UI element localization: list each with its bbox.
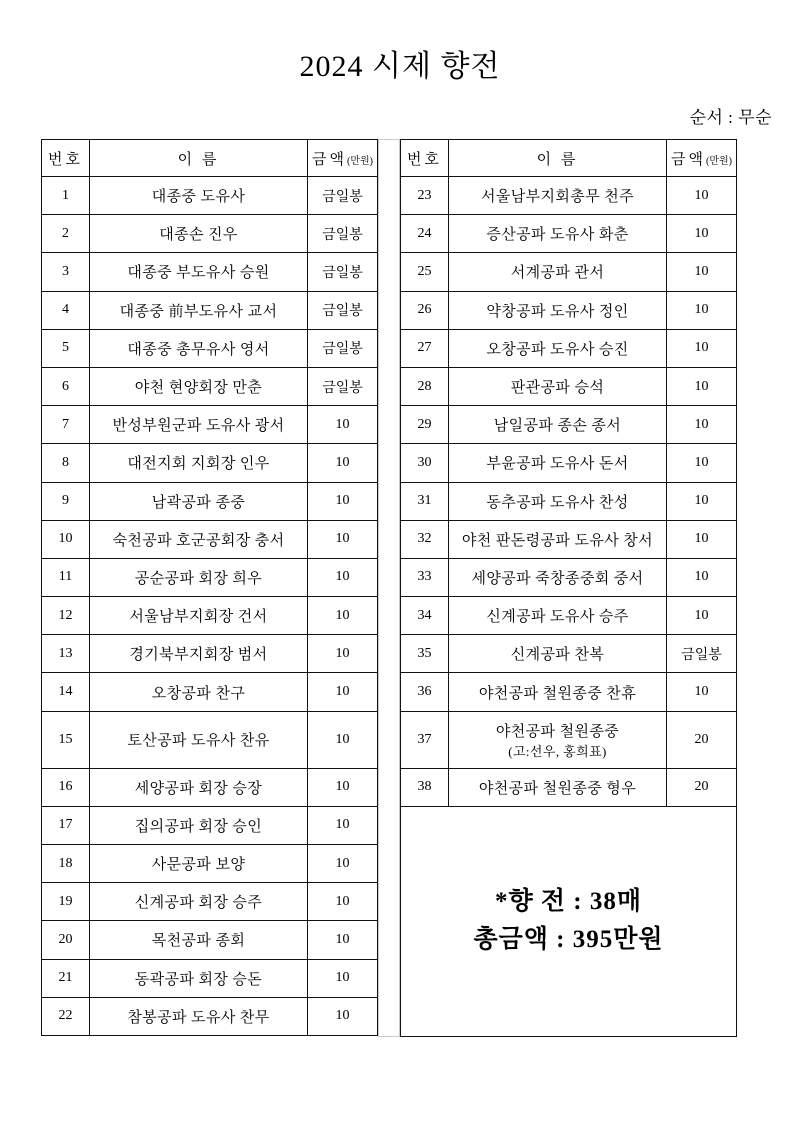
table-row bbox=[401, 367, 737, 405]
cell-amount: 10 bbox=[308, 959, 378, 997]
table-row bbox=[401, 253, 737, 291]
table-row bbox=[401, 406, 737, 444]
cell-amount: 10 bbox=[667, 482, 737, 520]
cell-number: 31 bbox=[401, 482, 449, 520]
cell-number: 12 bbox=[42, 597, 90, 635]
cell-name: 서울남부지회총무 천주 bbox=[449, 177, 667, 215]
table-row bbox=[401, 635, 737, 673]
header-number: 번호 bbox=[401, 140, 449, 177]
cell-number: 22 bbox=[42, 997, 90, 1035]
table-row bbox=[42, 215, 378, 253]
cell-name: 사문공파 보양 bbox=[90, 845, 308, 883]
cell-number: 36 bbox=[401, 673, 449, 711]
header-amount bbox=[308, 140, 378, 177]
cell-amount: 10 bbox=[308, 482, 378, 520]
table-row bbox=[42, 997, 378, 1035]
cell-number: 5 bbox=[42, 329, 90, 367]
cell-amount: 10 bbox=[308, 635, 378, 673]
table-row bbox=[42, 253, 378, 291]
cell-name: 신계공파 찬복 bbox=[449, 635, 667, 673]
table-row bbox=[401, 444, 737, 482]
cell-name: 서계공파 관서 bbox=[449, 253, 667, 291]
table-row bbox=[42, 635, 378, 673]
cell-amount: 10 bbox=[308, 845, 378, 883]
table-row bbox=[401, 329, 737, 367]
cell-name: 야천공파 철원종중 형우 bbox=[449, 768, 667, 806]
cell-number: 1 bbox=[42, 177, 90, 215]
ledger-table-left bbox=[41, 139, 378, 1036]
cell-name: 목천공파 종회 bbox=[90, 921, 308, 959]
cell-name: 대종중 前부도유사 교서 bbox=[90, 291, 308, 329]
cell-number: 32 bbox=[401, 520, 449, 558]
table-header-row-right bbox=[401, 140, 737, 177]
cell-amount: 10 bbox=[667, 673, 737, 711]
cell-amount: 금일봉 bbox=[667, 635, 737, 673]
cell-number: 16 bbox=[42, 768, 90, 806]
cell-amount: 10 bbox=[308, 806, 378, 844]
cell-name: 야천 판돈령공파 도유사 창서 bbox=[449, 520, 667, 558]
cell-number: 4 bbox=[42, 291, 90, 329]
cell-name: 약창공파 도유사 정인 bbox=[449, 291, 667, 329]
table-row bbox=[42, 845, 378, 883]
cell-name: 숙천공파 호군공회장 충서 bbox=[90, 520, 308, 558]
cell-name: 동곽공파 회장 승돈 bbox=[90, 959, 308, 997]
cell-number: 11 bbox=[42, 558, 90, 596]
cell-number: 10 bbox=[42, 520, 90, 558]
table-row bbox=[42, 482, 378, 520]
cell-amount: 10 bbox=[667, 215, 737, 253]
header-amount bbox=[667, 140, 737, 177]
cell-number: 19 bbox=[42, 883, 90, 921]
table-header-row-left bbox=[42, 140, 378, 177]
cell-name: 오창공파 찬구 bbox=[90, 673, 308, 711]
cell-number: 26 bbox=[401, 291, 449, 329]
cell-name: 경기북부지회장 범서 bbox=[90, 635, 308, 673]
page-title: 2024 시제 향전 bbox=[299, 50, 501, 83]
cell-number: 3 bbox=[42, 253, 90, 291]
cell-name: 대종중 총무유사 영서 bbox=[90, 329, 308, 367]
cell-name bbox=[449, 711, 667, 768]
table-row bbox=[42, 367, 378, 405]
cell-number: 27 bbox=[401, 329, 449, 367]
cell-name: 신계공파 회장 승주 bbox=[90, 883, 308, 921]
cell-name: 야천 현양회장 만춘 bbox=[90, 367, 308, 405]
table-row bbox=[401, 177, 737, 215]
cell-amount: 금일봉 bbox=[308, 291, 378, 329]
cell-amount: 10 bbox=[667, 406, 737, 444]
cell-name: 동추공파 도유사 찬성 bbox=[449, 482, 667, 520]
summary-total: 총금액 : 395만원 bbox=[473, 926, 664, 954]
cell-name: 증산공파 도유사 화춘 bbox=[449, 215, 667, 253]
cell-number: 34 bbox=[401, 597, 449, 635]
ledger-table-right bbox=[400, 139, 737, 1037]
cell-name: 참봉공파 도유사 찬무 bbox=[90, 997, 308, 1035]
table-row bbox=[42, 177, 378, 215]
cell-amount: 10 bbox=[308, 921, 378, 959]
cell-name: 대종손 진우 bbox=[90, 215, 308, 253]
cell-name: 대전지회 지회장 인우 bbox=[90, 444, 308, 482]
summary-row bbox=[401, 806, 737, 1036]
cell-number: 8 bbox=[42, 444, 90, 482]
cell-number: 18 bbox=[42, 845, 90, 883]
cell-amount: 10 bbox=[308, 673, 378, 711]
header-amount-unit: (만원) bbox=[706, 155, 732, 167]
cell-name-line1: 야천공파 철원종중 bbox=[495, 723, 620, 740]
cell-amount: 10 bbox=[667, 253, 737, 291]
cell-name: 대종중 부도유사 승원 bbox=[90, 253, 308, 291]
table-row bbox=[42, 520, 378, 558]
cell-number: 35 bbox=[401, 635, 449, 673]
cell-number: 25 bbox=[401, 253, 449, 291]
cell-number: 33 bbox=[401, 558, 449, 596]
cell-amount: 10 bbox=[308, 711, 378, 768]
cell-number: 28 bbox=[401, 367, 449, 405]
summary-block bbox=[401, 806, 737, 1036]
table-row bbox=[401, 291, 737, 329]
table-row bbox=[42, 329, 378, 367]
table-row bbox=[401, 558, 737, 596]
cell-name-line2: (고:선우, 홍희표) bbox=[508, 743, 607, 759]
cell-number: 14 bbox=[42, 673, 90, 711]
cell-amount: 10 bbox=[308, 558, 378, 596]
table-row bbox=[401, 768, 737, 806]
cell-number: 6 bbox=[42, 367, 90, 405]
cell-amount: 금일봉 bbox=[308, 215, 378, 253]
cell-amount: 10 bbox=[667, 558, 737, 596]
table-row bbox=[401, 673, 737, 711]
table-row bbox=[42, 597, 378, 635]
cell-name: 남일공파 종손 종서 bbox=[449, 406, 667, 444]
header-name: 이 름 bbox=[449, 140, 667, 177]
table-row bbox=[42, 768, 378, 806]
cell-amount: 10 bbox=[667, 444, 737, 482]
cell-amount: 20 bbox=[667, 711, 737, 768]
cell-name: 반성부원군파 도유사 광서 bbox=[90, 406, 308, 444]
cell-amount: 20 bbox=[667, 768, 737, 806]
table-row bbox=[42, 921, 378, 959]
cell-name: 부윤공파 도유사 돈서 bbox=[449, 444, 667, 482]
cell-number: 30 bbox=[401, 444, 449, 482]
cell-name: 대종중 도유사 bbox=[90, 177, 308, 215]
ledger-tables bbox=[41, 139, 759, 1037]
cell-number: 37 bbox=[401, 711, 449, 768]
header-name: 이 름 bbox=[90, 140, 308, 177]
table-row bbox=[401, 520, 737, 558]
header-amount-unit: (만원) bbox=[347, 155, 373, 167]
cell-name: 토산공파 도유사 찬유 bbox=[90, 711, 308, 768]
cell-name: 서울남부지회장 건서 bbox=[90, 597, 308, 635]
table-row bbox=[42, 806, 378, 844]
table-row bbox=[401, 597, 737, 635]
cell-amount: 금일봉 bbox=[308, 253, 378, 291]
cell-amount: 10 bbox=[667, 177, 737, 215]
cell-number: 24 bbox=[401, 215, 449, 253]
cell-name: 세양공파 죽창종중회 중서 bbox=[449, 558, 667, 596]
cell-number: 38 bbox=[401, 768, 449, 806]
table-row bbox=[401, 215, 737, 253]
cell-amount: 금일봉 bbox=[308, 367, 378, 405]
cell-amount: 10 bbox=[308, 997, 378, 1035]
table-row bbox=[42, 711, 378, 768]
header-amount-label: 금액 bbox=[312, 151, 347, 168]
cell-amount: 10 bbox=[308, 768, 378, 806]
cell-name: 신계공파 도유사 승주 bbox=[449, 597, 667, 635]
cell-name: 집의공파 회장 승인 bbox=[90, 806, 308, 844]
cell-name: 판관공파 승석 bbox=[449, 367, 667, 405]
cell-name: 오창공파 도유사 승진 bbox=[449, 329, 667, 367]
table-row bbox=[42, 291, 378, 329]
table-row bbox=[42, 959, 378, 997]
cell-number: 21 bbox=[42, 959, 90, 997]
summary-count: *향 전 : 38매 bbox=[494, 887, 643, 915]
cell-name: 야천공파 철원종중 찬휴 bbox=[449, 673, 667, 711]
cell-name: 남곽공파 종중 bbox=[90, 482, 308, 520]
cell-amount: 10 bbox=[308, 520, 378, 558]
cell-number: 13 bbox=[42, 635, 90, 673]
cell-amount: 10 bbox=[667, 291, 737, 329]
table-row bbox=[42, 406, 378, 444]
header-amount-label: 금액 bbox=[671, 151, 706, 168]
cell-amount: 10 bbox=[308, 444, 378, 482]
cell-amount: 10 bbox=[667, 597, 737, 635]
table-row bbox=[42, 883, 378, 921]
cell-amount: 10 bbox=[308, 597, 378, 635]
cell-number: 2 bbox=[42, 215, 90, 253]
table-row bbox=[42, 444, 378, 482]
table-row bbox=[401, 711, 737, 768]
cell-amount: 10 bbox=[308, 883, 378, 921]
cell-number: 29 bbox=[401, 406, 449, 444]
cell-number: 23 bbox=[401, 177, 449, 215]
cell-number: 17 bbox=[42, 806, 90, 844]
cell-name: 세양공파 회장 승장 bbox=[90, 768, 308, 806]
cell-amount: 금일봉 bbox=[308, 329, 378, 367]
table-row bbox=[401, 482, 737, 520]
table-row bbox=[42, 558, 378, 596]
cell-number: 9 bbox=[42, 482, 90, 520]
cell-amount: 10 bbox=[308, 406, 378, 444]
cell-amount: 금일봉 bbox=[308, 177, 378, 215]
cell-number: 20 bbox=[42, 921, 90, 959]
table-spacer-column bbox=[378, 139, 400, 1037]
cell-name: 공순공파 회장 희우 bbox=[90, 558, 308, 596]
cell-amount: 10 bbox=[667, 520, 737, 558]
cell-number: 7 bbox=[42, 406, 90, 444]
cell-number: 15 bbox=[42, 711, 90, 768]
cell-amount: 10 bbox=[667, 329, 737, 367]
header-number: 번호 bbox=[42, 140, 90, 177]
cell-amount: 10 bbox=[667, 367, 737, 405]
table-row bbox=[42, 673, 378, 711]
order-note: 순서 : 무순 bbox=[689, 108, 772, 127]
